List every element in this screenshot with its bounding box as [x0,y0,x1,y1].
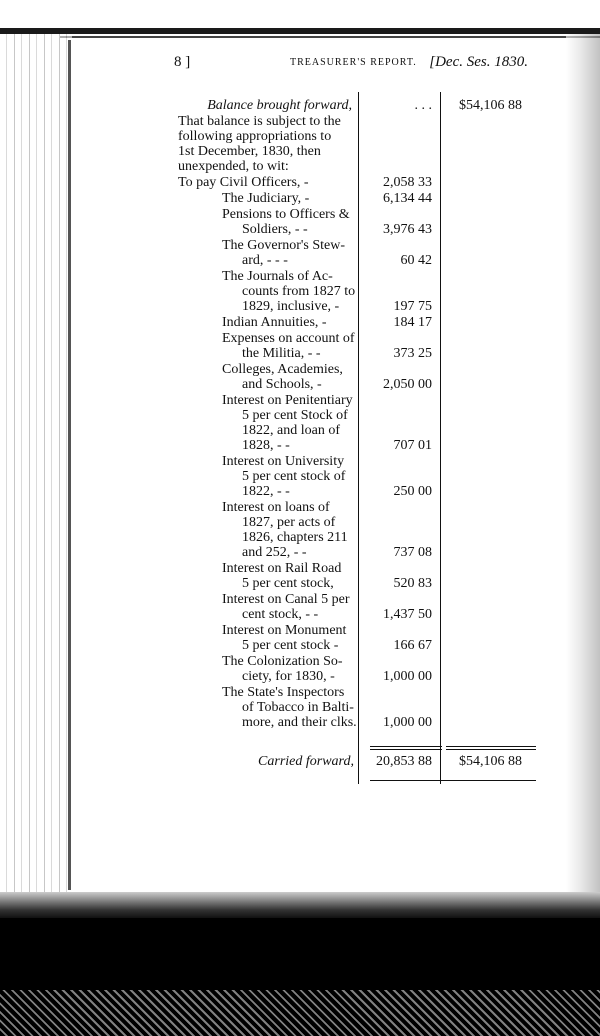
appropriation-label-line: Colleges, Academies, [222,362,343,377]
appropriation-amount: 373 25 [393,346,432,361]
appropriation-label-line: 1822, - - [242,484,290,499]
appropriation-amount: 520 83 [393,576,432,591]
appropriation-label-line: 1828, - - [242,438,290,453]
running-title: TREASURER'S REPORT. [290,57,417,68]
appropriation-label-line: Indian Annuities, - [222,315,327,330]
appropriation-label-line: Interest on loans of [222,500,330,515]
appropriation-label-line: counts from 1827 to [242,284,356,299]
column-rule-2 [440,92,441,784]
column-rule-1 [358,92,359,784]
appropriation-label-line: 1827, per acts of [242,515,336,530]
appropriation-label-line: cent stock, - - [242,607,319,622]
scan-top-edge-line [60,36,600,38]
page-right-edge [566,34,600,904]
appropriation-label-line: To pay Civil Officers, - [178,175,309,190]
intro-line: following appropriations to [178,129,332,144]
balance-label: Balance brought forward, [207,98,352,113]
total-rule-2 [446,749,536,750]
appropriation-label-line: more, and their clks. [242,715,357,730]
appropriation-label-line: Interest on Canal 5 per [222,592,350,607]
book-spine-edge [68,40,71,890]
appropriation-label-line: The Colonization So- [222,654,343,669]
appropriation-amount: 1,000 00 [383,715,432,730]
intro-line: 1st December, 1830, then [178,144,321,159]
appropriation-label-line: Pensions to Officers & [222,207,350,222]
appropriation-amount: 1,437 50 [383,607,432,622]
appropriation-amount: 6,134 44 [383,191,432,206]
appropriation-label-line: 5 per cent stock, [242,576,334,591]
appropriation-label-line: 1826, chapters 211 [242,530,348,545]
appropriation-label-line: and Schools, - [242,377,322,392]
session-label: [Dec. Ses. 1830. [429,54,528,70]
appropriation-label-line: and 252, - - [242,545,307,560]
appropriation-label-line: ciety, for 1830, - [242,669,335,684]
appropriation-label-line: 1829, inclusive, - [242,299,340,314]
appropriation-label-line: The Judiciary, - [222,191,310,206]
subtotal-rule-2 [370,749,442,750]
intro-line: That balance is subject to the [178,114,341,129]
scan-bottom-pattern [0,990,600,1036]
balance-dots: . . . [414,98,432,113]
appropriation-label-line: Soldiers, - - [242,222,308,237]
page-header [174,54,534,74]
scan-top-edge [0,28,600,34]
page-number: 8 ] [174,54,191,70]
appropriation-label-line: 5 per cent Stock of [242,408,348,423]
appropriation-label-line: Interest on Penitentiary [222,393,353,408]
bottom-rule [370,780,536,781]
book-spine [0,34,72,914]
appropriation-amount: 184 17 [393,315,432,330]
carried-amount: 20,853 88 [376,754,432,769]
intro-line: unexpended, to wit: [178,159,289,174]
appropriation-amount: 60 42 [400,253,432,268]
appropriation-label-line: 1822, and loan of [242,423,340,438]
appropriation-label-line: The State's Inspectors [222,685,345,700]
appropriation-label-line: The Journals of Ac- [222,269,333,284]
appropriation-amount: 250 00 [393,484,432,499]
carried-label: Carried forward, [258,754,354,769]
appropriation-label-line: the Militia, - - [242,346,321,361]
appropriation-amount: 707 01 [393,438,432,453]
appropriation-amount: 3,976 43 [383,222,432,237]
subtotal-rule [370,746,442,747]
appropriation-label-line: of Tobacco in Balti- [242,700,354,715]
total-rule [446,746,536,747]
appropriation-amount: 2,058 33 [383,175,432,190]
appropriation-label-line: Expenses on account of [222,331,355,346]
appropriation-label-line: 5 per cent stock of [242,469,346,484]
balance-total: $54,106 88 [459,98,522,113]
appropriation-amount: 1,000 00 [383,669,432,684]
appropriation-label-line: Interest on Rail Road [222,561,342,576]
appropriation-label-line: Interest on University [222,454,345,469]
appropriation-label-line: ard, - - - [242,253,288,268]
appropriation-amount: 166 67 [393,638,432,653]
appropriation-label-line: The Governor's Stew- [222,238,346,253]
appropriation-amount: 737 08 [393,545,432,560]
carried-total: $54,106 88 [459,754,522,769]
appropriation-label-line: Interest on Monument [222,623,347,638]
appropriation-amount: 197 75 [393,299,432,314]
appropriation-label-line: 5 per cent stock - [242,638,339,653]
appropriation-amount: 2,050 00 [383,377,432,392]
